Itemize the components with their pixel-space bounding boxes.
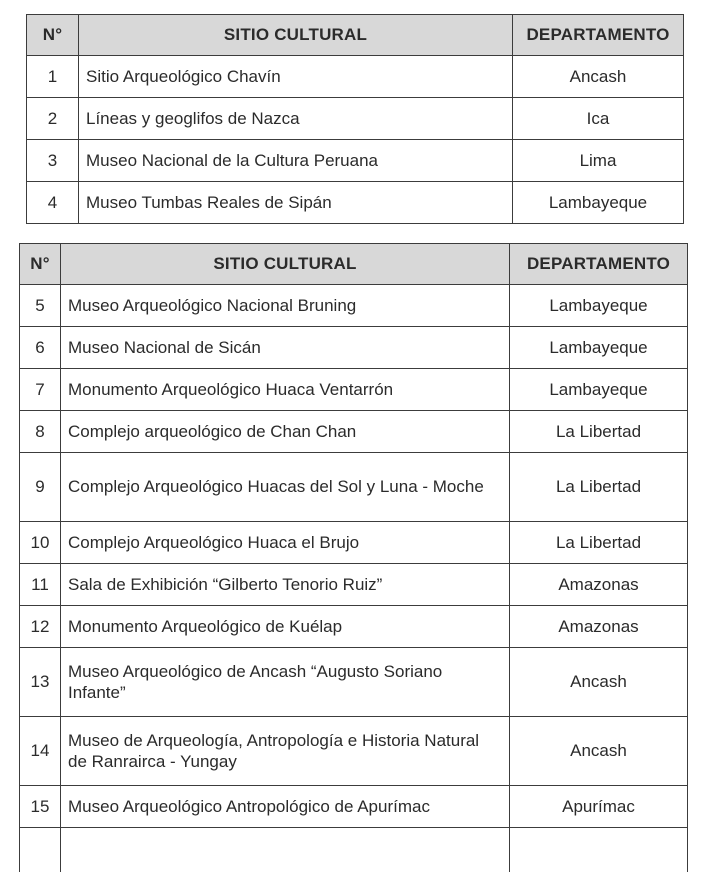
cell-numero: 15 bbox=[20, 786, 61, 828]
cell-numero: 6 bbox=[20, 327, 61, 369]
cell-departamento: Ancash bbox=[513, 56, 684, 98]
table-row-clipped bbox=[20, 828, 688, 872]
cell-departamento: Ancash bbox=[510, 717, 688, 786]
table-row bbox=[20, 285, 688, 327]
cell-departamento: Lambayeque bbox=[513, 182, 684, 224]
cell-sitio-cultural: Museo Arqueológico Antropológico de Apurímac bbox=[61, 786, 510, 828]
column-header-departamento: DEPARTAMENTO bbox=[510, 244, 688, 285]
column-header-sitio-cultural: SITIO CULTURAL bbox=[79, 15, 513, 56]
cell-numero bbox=[20, 828, 61, 872]
cell-sitio-cultural: Museo Nacional de Sicán bbox=[61, 327, 510, 369]
column-header-numero: N° bbox=[20, 244, 61, 285]
cultural-sites-table-1 bbox=[26, 14, 684, 224]
cell-departamento: Lambayeque bbox=[510, 369, 688, 411]
cell-sitio-cultural: Líneas y geoglifos de Nazca bbox=[79, 98, 513, 140]
cell-sitio-cultural: Complejo Arqueológico Huaca el Brujo bbox=[61, 522, 510, 564]
cell-numero: 1 bbox=[27, 56, 79, 98]
column-header-sitio-cultural: SITIO CULTURAL bbox=[61, 244, 510, 285]
cell-numero: 9 bbox=[20, 453, 61, 522]
cell-numero: 14 bbox=[20, 717, 61, 786]
cell-departamento: Ancash bbox=[510, 648, 688, 717]
table-row bbox=[20, 453, 688, 522]
cell-sitio-cultural: Complejo Arqueológico Huacas del Sol y Luna - Moche bbox=[61, 453, 510, 522]
table-row bbox=[27, 182, 684, 224]
table-row bbox=[20, 606, 688, 648]
cell-departamento: Lambayeque bbox=[510, 285, 688, 327]
cell-numero: 4 bbox=[27, 182, 79, 224]
cell-numero: 8 bbox=[20, 411, 61, 453]
cell-sitio-cultural: Complejo arqueológico de Chan Chan bbox=[61, 411, 510, 453]
cell-numero: 11 bbox=[20, 564, 61, 606]
cell-numero: 3 bbox=[27, 140, 79, 182]
cell-sitio-cultural: Sitio Arqueológico Chavín bbox=[79, 56, 513, 98]
cell-sitio-cultural: Monumento Arqueológico Huaca Ventarrón bbox=[61, 369, 510, 411]
table-row bbox=[20, 327, 688, 369]
table-row bbox=[27, 98, 684, 140]
cell-departamento: Apurímac bbox=[510, 786, 688, 828]
column-header-departamento: DEPARTAMENTO bbox=[513, 15, 684, 56]
cell-numero: 10 bbox=[20, 522, 61, 564]
cell-sitio-cultural bbox=[61, 828, 510, 872]
cell-sitio-cultural: Sala de Exhibición “Gilberto Tenorio Ruiz” bbox=[61, 564, 510, 606]
cell-sitio-cultural: Museo Arqueológico de Ancash “Augusto Soriano Infante” bbox=[61, 648, 510, 717]
column-header-numero: N° bbox=[27, 15, 79, 56]
cell-sitio-cultural: Museo Arqueológico Nacional Bruning bbox=[61, 285, 510, 327]
table2-header-row bbox=[20, 244, 688, 285]
cell-sitio-cultural: Monumento Arqueológico de Kuélap bbox=[61, 606, 510, 648]
cell-numero: 5 bbox=[20, 285, 61, 327]
cell-numero: 12 bbox=[20, 606, 61, 648]
cell-numero: 7 bbox=[20, 369, 61, 411]
table1-header-row bbox=[27, 15, 684, 56]
table-row bbox=[27, 56, 684, 98]
table-row bbox=[20, 717, 688, 786]
cell-sitio-cultural: Museo de Arqueología, Antropología e Historia Natural de Ranrairca - Yungay bbox=[61, 717, 510, 786]
cell-numero: 13 bbox=[20, 648, 61, 717]
cell-sitio-cultural: Museo Tumbas Reales de Sipán bbox=[79, 182, 513, 224]
cell-numero: 2 bbox=[27, 98, 79, 140]
cell-departamento: Amazonas bbox=[510, 606, 688, 648]
cultural-sites-table-2 bbox=[19, 243, 688, 872]
table-row bbox=[20, 369, 688, 411]
table-row bbox=[27, 140, 684, 182]
table-row bbox=[20, 648, 688, 717]
cell-departamento: Ica bbox=[513, 98, 684, 140]
cell-sitio-cultural: Museo Nacional de la Cultura Peruana bbox=[79, 140, 513, 182]
cell-departamento: La Libertad bbox=[510, 453, 688, 522]
table-row bbox=[20, 786, 688, 828]
table-row bbox=[20, 411, 688, 453]
cell-departamento: Amazonas bbox=[510, 564, 688, 606]
cell-departamento: Lambayeque bbox=[510, 327, 688, 369]
cell-departamento: La Libertad bbox=[510, 411, 688, 453]
cell-departamento: La Libertad bbox=[510, 522, 688, 564]
cell-departamento bbox=[510, 828, 688, 872]
table-row bbox=[20, 522, 688, 564]
table-row bbox=[20, 564, 688, 606]
cell-departamento: Lima bbox=[513, 140, 684, 182]
